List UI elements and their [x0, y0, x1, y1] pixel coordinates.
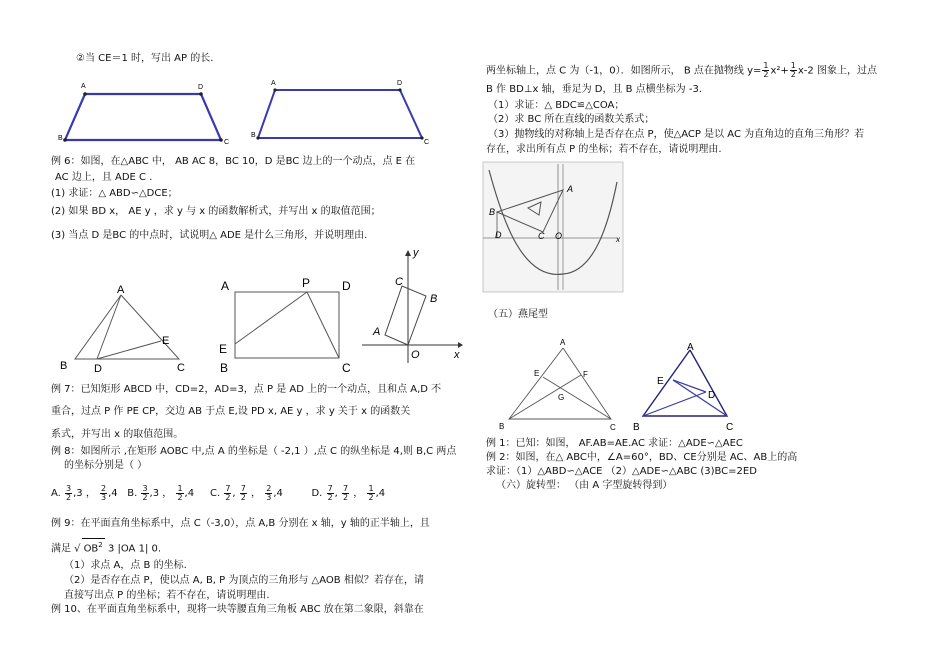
- ex10-line1: 例 10、在平面直角坐标系中，现将一块等腰直角三角板 ABC 放在第二象限，斜靠在: [51, 604, 424, 615]
- label-C: C: [224, 139, 230, 146]
- ex7-line3: 系式，并写出 x 的取值范围。: [51, 429, 184, 440]
- label-B: B: [220, 361, 229, 375]
- ex9-line4: （2）是否存在点 P，使以点 A, B, P 为顶点的三角形与 △AOB 相似？若存在，请: [64, 575, 424, 586]
- label-D: D: [495, 230, 502, 240]
- option-c-label: C.: [209, 488, 221, 499]
- right-line3: （1）求证：△ BDC≌△COA；: [488, 100, 625, 111]
- label-A: A: [560, 338, 566, 347]
- ex8-line1: 例 8：如图所示 ,在矩形 AOBC 中,点 A 的坐标是（ -2,1 ）,点 C 的纵坐标是 4,则 B,C 两点: [51, 446, 457, 457]
- ex6-line1: 例 6：如图，在△ABC 中， AB AC 8，BC 10，D 是BC 边上的一个动点，点 E 在: [51, 156, 416, 167]
- label-B: B: [251, 132, 256, 139]
- ex6-line5: (3) 当点 D 是BC 的中点时，试说明△ ADE 是什么三角形，并说明理由.: [51, 230, 368, 241]
- label-A: A: [117, 284, 125, 296]
- label-B: B: [58, 135, 63, 142]
- ex9-line3: （1）求点 A，点 B 的坐标.: [64, 560, 187, 571]
- label-C: C: [610, 423, 616, 432]
- trapezoid-figure-1: [55, 78, 235, 146]
- option-a-label: A.: [51, 488, 61, 499]
- label-O: O: [555, 231, 563, 241]
- ex9-line1: 例 9：在平面直角坐标系中，点 C（-3,0），点 A,B 分别在 x 轴，y 轴的正半轴上，且: [51, 518, 430, 529]
- label-E: E: [657, 376, 664, 387]
- label-C: C: [726, 422, 734, 433]
- ex7-line1: 例 7：已知矩形 ABCD 中，CD=2，AD=3，点 P 是 AD 上的一个动点，且和点 A,D 不: [51, 384, 442, 395]
- label-B: B: [489, 207, 496, 217]
- option-d-label: D.: [311, 488, 323, 499]
- label-O: O: [411, 349, 420, 361]
- label-F: F: [583, 370, 588, 379]
- example1-text: 例 1：已知：如图， AF.AB=AE.AC 求证：△ADE∽△AEC: [486, 438, 743, 449]
- label-G: G: [558, 393, 565, 402]
- ex8-line2: 的坐标分别是（ ）: [64, 460, 148, 471]
- swallowtail-figure-2: [627, 340, 737, 432]
- ex6-line2: AC 边上，且 ADE C .: [55, 172, 153, 183]
- ex9-line2: 满足 √ $OB^2$ 3 |OA 1| 0.: [51, 538, 161, 555]
- label-E: E: [162, 335, 170, 347]
- ex7-line2: 重合，过点 P 作 PE CP，交边 AB 于点 E,设 PD x, AE y ，求 y 关于 x 的函数关: [51, 406, 411, 417]
- label-x: x: [454, 349, 460, 361]
- label-D: D: [708, 390, 716, 401]
- right-line5: （3）抛物线的对称轴上是否存在点 P，使△ACP 是以 AC 为直角边的直角三角形？若: [488, 129, 865, 140]
- right-line6: 存在，求出所有点 P 的坐标；若不存在，请说明理由.: [486, 144, 722, 155]
- label-A: A: [567, 184, 574, 194]
- label-D: D: [397, 80, 403, 87]
- label-C: C: [424, 139, 430, 146]
- ex8-options: A. $\frac{3}{2}$ ,3 ， $\frac{2}{3}$ ,4 B. $\frac{3}{2}$ ,3 ， $\frac{1}{2}$ ,4 C. $\frac{7}{2}$ , $\frac{7}{2}$ ， $\frac{2}{3}$ ,4 D. $\frac{7}{2}$ , $\frac{7}{2}$ ， $\frac{1}{2}$ ,4: [51, 483, 386, 502]
- coordinate-rectangle-figure: [358, 246, 468, 364]
- trapezoid-figure-2: [250, 78, 440, 146]
- label-B: B: [633, 422, 640, 433]
- label-A: A: [373, 326, 381, 338]
- ex6-line4: (2) 如果 BD x， AE y ，求 y 与 x 的函数解析式，并写出 x 的取值范围；: [51, 206, 381, 217]
- example2-text: 例 2：如图，在△ ABC中，∠A=60°，BD、CE分别是 AC、AB上的高: [486, 452, 798, 463]
- example2-proofs: 求证：（1）△ABD∽△ACE （2）△ADE∽△ABC (3)BC=2ED: [486, 466, 757, 477]
- ex6-line3: (1) 求证：△ ABD∽△DCE；: [51, 188, 178, 199]
- parabola-figure: [483, 162, 623, 292]
- label-E: E: [534, 369, 540, 378]
- label-B: B: [499, 422, 505, 431]
- ex9-line5: 直接写出点 P 的坐标；若不存在，请说明理由.: [64, 590, 270, 601]
- right-line1: 两坐标轴上，点 C 为（-1，0）．如图所示， B 点在抛物线 y= $\frac{1}{2}$ x²+ $\frac{1}{2}$ x-2 图象上，过点: [486, 61, 877, 79]
- label-C: C: [177, 362, 185, 374]
- label-y: y: [413, 247, 419, 259]
- label-A: A: [271, 80, 276, 87]
- option-b-label: B.: [127, 488, 138, 499]
- label-B: B: [430, 293, 438, 305]
- section-five-heading: （五）燕尾型: [488, 309, 548, 320]
- label-B: B: [60, 360, 68, 372]
- right-line4: （2）求 BC 所在直线的函数关系式；: [488, 114, 655, 125]
- label-A: A: [221, 279, 230, 293]
- section-six-heading: （六）旋转型： （由 A 字型旋转得到）: [496, 480, 673, 491]
- label-E: E: [219, 342, 228, 356]
- label-D: D: [342, 279, 351, 293]
- label-D: D: [198, 84, 204, 91]
- label-C: C: [538, 231, 545, 241]
- label-D: D: [94, 363, 102, 375]
- label-P: P: [302, 276, 311, 290]
- label-A: A: [81, 83, 86, 90]
- label-x: x: [616, 235, 620, 244]
- label-A: A: [687, 342, 694, 353]
- label-C: C: [395, 276, 403, 288]
- right-line2: B 作 BD⊥x 轴，垂足为 D，且 B 点横坐标为 -3.: [486, 84, 703, 95]
- triangle-abc-figure: [55, 283, 195, 375]
- q2-text: ②当 CE＝1 时，写出 AP 的长.: [76, 53, 214, 64]
- label-C: C: [342, 361, 351, 375]
- rectangle-abcd-figure: [215, 273, 350, 378]
- swallowtail-figure-1: [497, 335, 622, 433]
